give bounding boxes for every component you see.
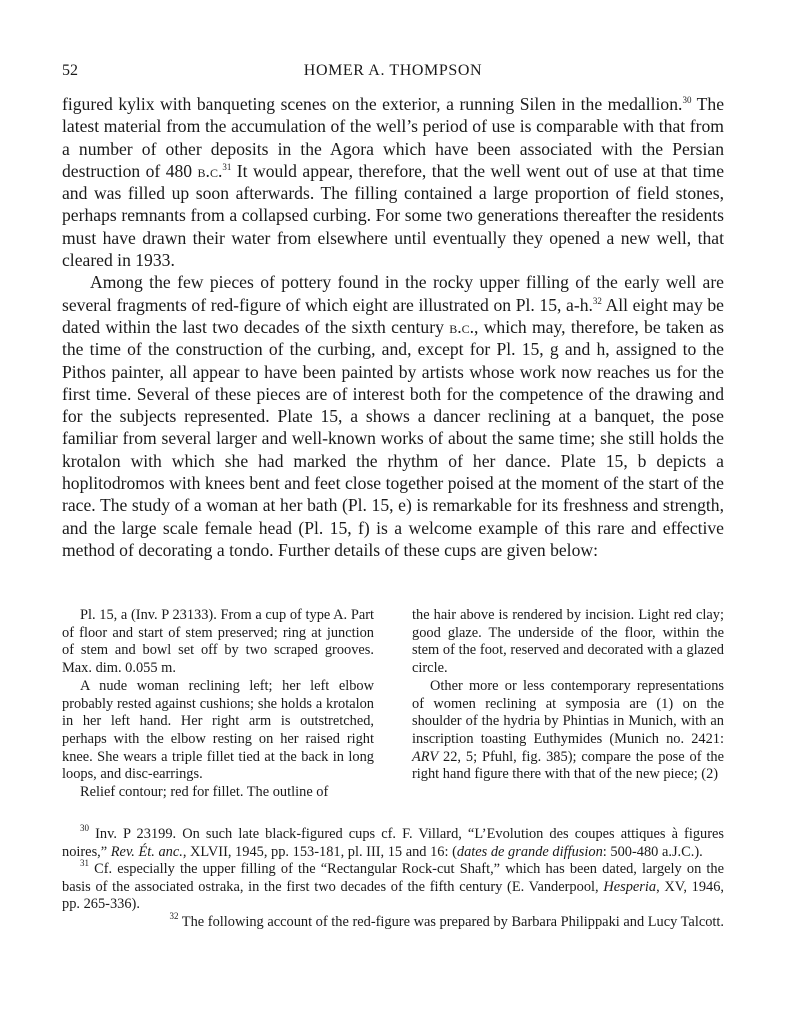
page-number: 52 [62,62,78,79]
era-abbreviation: b.c. [449,316,474,337]
footnote-ref-30: 30 [682,95,692,105]
footnote-ref-32: 32 [592,295,602,306]
catalogue-paragraph: the hair above is rendered by incision. Light red clay; good glaze. The underside of the floor, within the stem of the foot, reserved and decorated with a glazed circle. [412,607,724,677]
paragraph: figured kylix with banqueting scenes on the exterior, a running Silen in the medallion.$^{30}$ The latest material from the accumulation of the well’s period of use is comparable with that from a number of other deposits in the Agora which have been associated with the Persian destruction of 480 b.c.$^{31}$ It would appear, therefore, that the well went out of use at that time and was filled up soon afterwards. The filling contained a large proportion of field stones, perhaps remnants from a collapsed curbing. For some two generations thereafter the residents must have drawn their water from elsewhere until eventually they opened a new well, that cleared in 1933. [62,94,725,271]
footnote-number: 32 [169,910,179,921]
main-text [62,93,724,561]
catalogue-entry: Pl. 15, a (Inv. P 23133). From a cup of type A. Part of floor and start of stem preserved; ring at junction of stem and bowl set off by two scraped grooves. Max. dim. 0.055 m. [62,607,374,677]
era-abbreviation: b.c. [197,160,223,181]
catalogue-paragraph: Other more or less contemporary representations of women reclining at symposia are (1) on the shoulder of the hydria by Phintias in Munich, with an inscription toasting Euthymides (Munich no. 2421: ARV 22, 5; Pfuhl, fig. 385); compare the pose of the right hand figure there with that of the new piece; (2) [412,677,724,783]
footnote-number: 31 [80,858,89,869]
catalogue-column-right [412,607,724,784]
footnote-32: $^{32}$ The following account of the red-figure was prepared by Barbara Philippaki and Lucy Talcott. [169,910,724,930]
catalogue-columns [62,607,724,812]
footnotes [62,823,725,932]
footnote-31: $^{31}$ Cf. especially the upper filling of the “Rectangular Rock-cut Shaft,” which has been dated, largely on the basis of the associated ostraka, in the first two decades of the fifth century (E. Vanderpool, Hesperia, XV, 1946, pp. 265-336). [62,858,725,913]
catalogue-column-left [62,607,374,802]
footnote-ref-31: 31 [222,161,232,172]
paragraph: Among the few pieces of pottery found in the rocky upper filling of the early well are several fragments of red-figure of which eight are illustrated on Pl. 15, a-h.$^{32}$ All eight may be dated within the last two decades of the sixth century b.c., which may, therefore, be taken as the time of the construction of the curbing, and, except for Pl. 15, g and h, assigned to the Pithos painter, all appear to have been painted by artists whose work now reaches us for the first time. Several of these pieces are of interest both for the competence of the drawing and for the subjects represented. Plate 15, a shows a dancer reclining at a banquet, the pose familiar from several larger and well-known works of about the same time; she still holds the krotalon with which she had marked the rhythm of her dance. Plate 15, b depicts a hoplitodromos with knees bent and feet close together poised at the moment of the start of the race. The study of a woman at her bath (Pl. 15, e) is remarkable for its freshness and strength, and the large scale female head (Pl. 15, f) is a welcome example of this rare and effective method of decorating a tondo. Further details of these cups are given below: [62,272,724,560]
footnote-30: $^{30}$ Inv. P 23199. On such late black-figured cups cf. F. Villard, “L’Evolution des coupes attiques à figures noires,” Rev. Ét. anc., XLVII, 1945, pp. 153-181, pl. III, 15 and 16: (dates de grande diffusion: 500-480 a.J.C.). [62,823,724,860]
catalogue-paragraph: A nude woman reclining left; her left elbow probably rested against cushions; she holds a krotalon in her left hand. Her right arm is outstretched, perhaps with the elbow resting on her raised right knee. She wears a triple fillet tied at the back in long loops, and disc-earrings. [62,677,374,783]
reference-abbreviation: ARV [412,748,439,765]
running-head: HOMER A. THOMPSON [303,62,483,79]
page-header [62,62,724,84]
footnote-number: 30 [80,823,89,833]
catalogue-paragraph: Relief contour; red for fillet. The outline of [80,784,329,801]
